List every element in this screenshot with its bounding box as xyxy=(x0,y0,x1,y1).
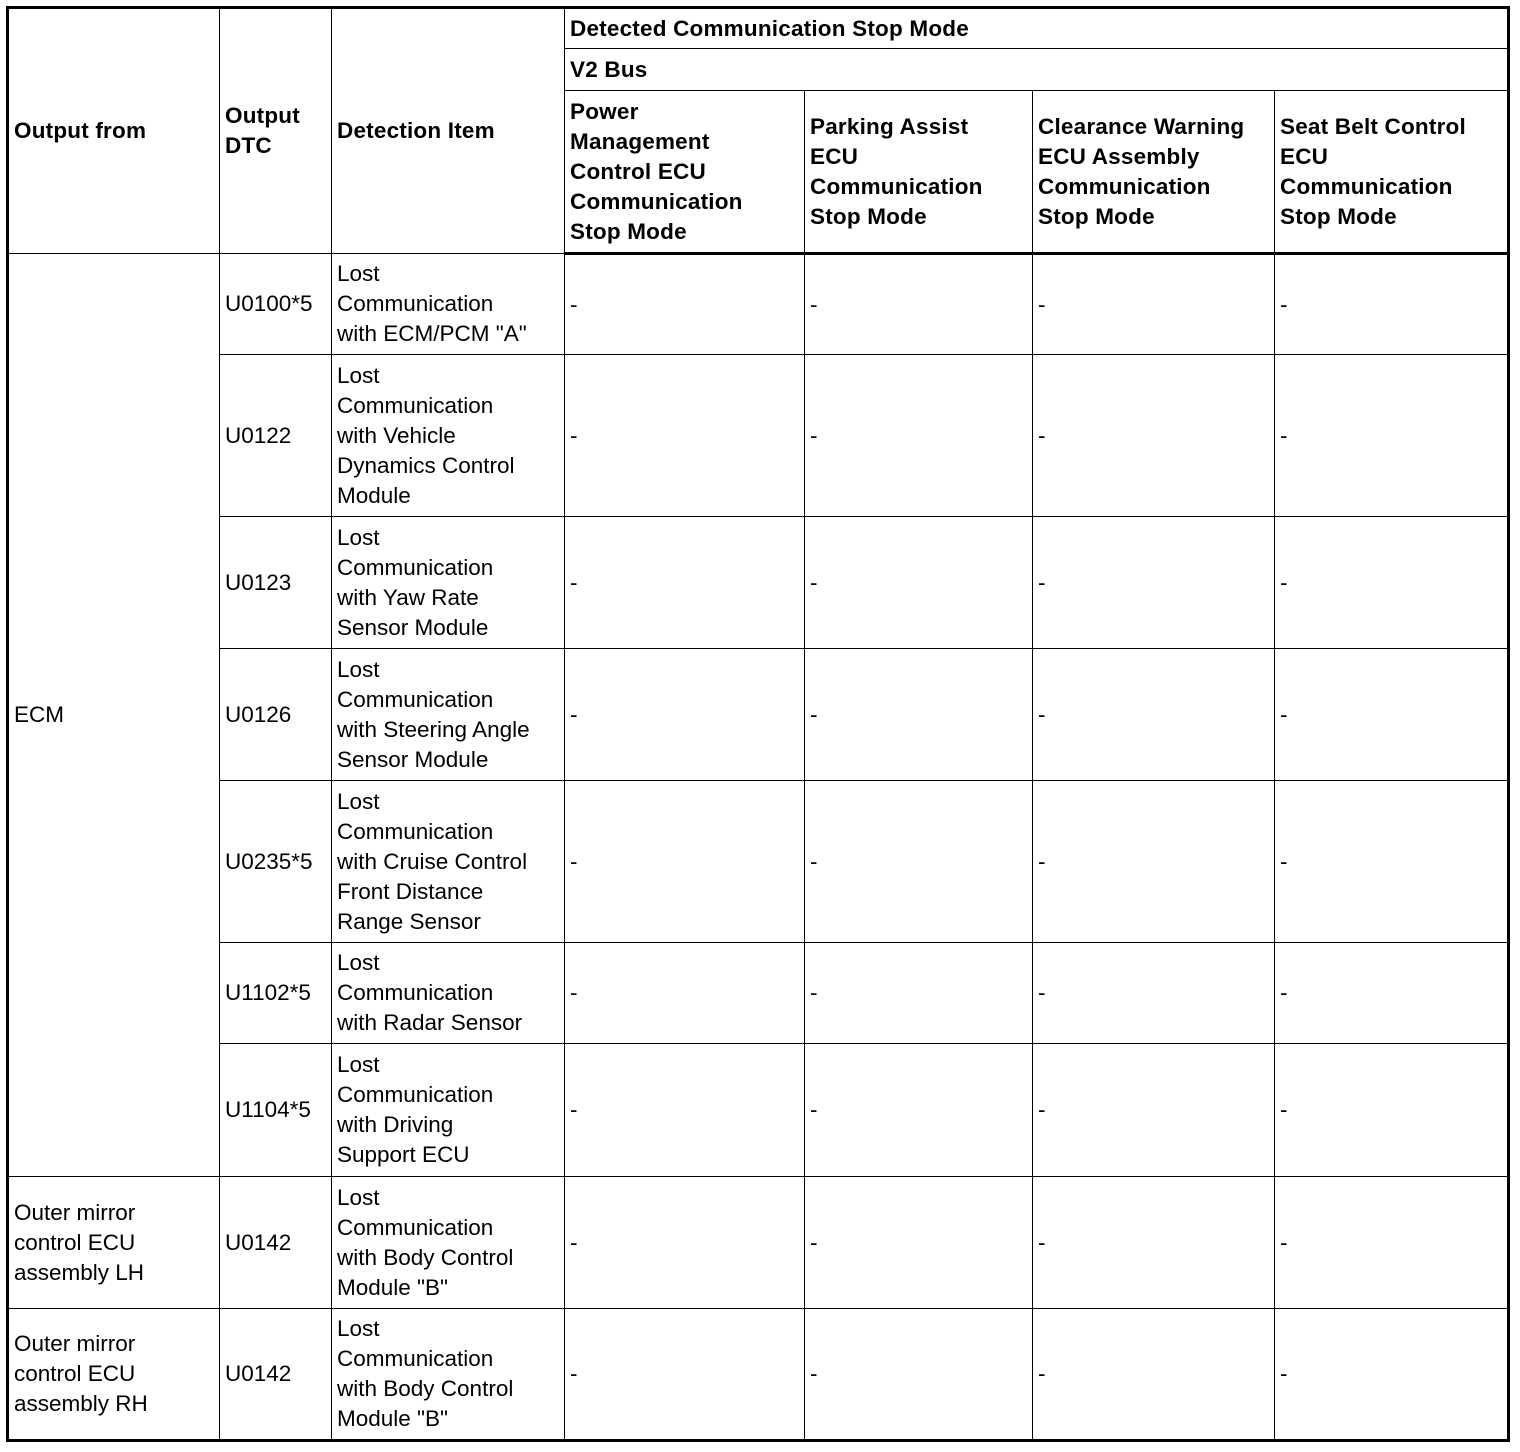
mode-cell-power-management: - xyxy=(565,1177,805,1309)
dtc-cell: U0100*5 xyxy=(220,254,332,355)
mode-cell-power-management: - xyxy=(565,943,805,1044)
mode-cell-seat-belt-control: - xyxy=(1275,517,1509,649)
table-row xyxy=(8,1177,1509,1309)
table-row xyxy=(8,517,1509,649)
mode-cell-power-management: - xyxy=(565,1309,805,1441)
mode-cell-power-management: - xyxy=(565,517,805,649)
mode-cell-seat-belt-control: - xyxy=(1275,254,1509,355)
dtc-cell: U0122 xyxy=(220,355,332,517)
dtc-cell: U1102*5 xyxy=(220,943,332,1044)
mode-cell-power-management: - xyxy=(565,781,805,943)
mode-cell-parking-assist: - xyxy=(805,254,1033,355)
mode-cell-seat-belt-control: - xyxy=(1275,1177,1509,1309)
detection-item-cell: Lost Communication with Driving Support ECU xyxy=(332,1044,565,1177)
detection-item-cell: Lost Communication with Steering Angle Sensor Module xyxy=(332,649,565,781)
mode-cell-seat-belt-control: - xyxy=(1275,355,1509,517)
mode-cell-clearance-warning: - xyxy=(1033,517,1275,649)
mode-cell-clearance-warning: - xyxy=(1033,781,1275,943)
detection-item-cell: Lost Communication with Body Control Module "B" xyxy=(332,1309,565,1441)
table-row xyxy=(8,781,1509,943)
dtc-cell: U0142 xyxy=(220,1177,332,1309)
dtc-cell: U0126 xyxy=(220,649,332,781)
header-mode-power-management: Power Management Control ECU Communication Stop Mode xyxy=(565,91,805,254)
mode-cell-seat-belt-control: - xyxy=(1275,649,1509,781)
mode-cell-power-management: - xyxy=(565,355,805,517)
dtc-cell: U1104*5 xyxy=(220,1044,332,1177)
mode-cell-parking-assist: - xyxy=(805,943,1033,1044)
table-row xyxy=(8,254,1509,355)
header-row-group xyxy=(8,8,1509,49)
mode-cell-clearance-warning: - xyxy=(1033,1309,1275,1441)
mode-cell-power-management: - xyxy=(565,649,805,781)
mode-cell-clearance-warning: - xyxy=(1033,1044,1275,1177)
dtc-cell: U0142 xyxy=(220,1309,332,1441)
mode-cell-clearance-warning: - xyxy=(1033,943,1275,1044)
mode-cell-parking-assist: - xyxy=(805,355,1033,517)
output-from-cell: ECM xyxy=(8,254,220,1177)
output-from-cell: Outer mirror control ECU assembly RH xyxy=(8,1309,220,1441)
mode-cell-parking-assist: - xyxy=(805,781,1033,943)
mode-cell-seat-belt-control: - xyxy=(1275,781,1509,943)
mode-cell-parking-assist: - xyxy=(805,1177,1033,1309)
header-detected-stop-mode: Detected Communication Stop Mode xyxy=(565,8,1509,49)
detection-item-cell: Lost Communication with Yaw Rate Sensor Module xyxy=(332,517,565,649)
mode-cell-power-management: - xyxy=(565,254,805,355)
header-mode-seat-belt-control: Seat Belt Control ECU Communication Stop Mode xyxy=(1275,91,1509,254)
dtc-cell: U0123 xyxy=(220,517,332,649)
header-mode-clearance-warning: Clearance Warning ECU Assembly Communication Stop Mode xyxy=(1033,91,1275,254)
detection-item-cell: Lost Communication with Vehicle Dynamics Control Module xyxy=(332,355,565,517)
dtc-table-sheet xyxy=(6,6,1510,1442)
header-mode-parking-assist: Parking Assist ECU Communication Stop Mode xyxy=(805,91,1033,254)
table-row xyxy=(8,943,1509,1044)
header-output-from: Output from xyxy=(8,8,220,254)
mode-cell-parking-assist: - xyxy=(805,1309,1033,1441)
mode-cell-clearance-warning: - xyxy=(1033,1177,1275,1309)
table-row xyxy=(8,355,1509,517)
table-row xyxy=(8,1309,1509,1441)
dtc-communication-stop-table xyxy=(6,6,1510,1442)
detection-item-cell: Lost Communication with ECM/PCM "A" xyxy=(332,254,565,355)
header-v2-bus: V2 Bus xyxy=(565,49,1509,91)
header-detection-item: Detection Item xyxy=(332,8,565,254)
mode-cell-clearance-warning: - xyxy=(1033,254,1275,355)
mode-cell-seat-belt-control: - xyxy=(1275,1309,1509,1441)
mode-cell-power-management: - xyxy=(565,1044,805,1177)
mode-cell-clearance-warning: - xyxy=(1033,355,1275,517)
mode-cell-parking-assist: - xyxy=(805,517,1033,649)
header-output-dtc: Output DTC xyxy=(220,8,332,254)
table-row xyxy=(8,1044,1509,1177)
mode-cell-seat-belt-control: - xyxy=(1275,1044,1509,1177)
detection-item-cell: Lost Communication with Cruise Control Front Distance Range Sensor xyxy=(332,781,565,943)
mode-cell-clearance-warning: - xyxy=(1033,649,1275,781)
dtc-cell: U0235*5 xyxy=(220,781,332,943)
detection-item-cell: Lost Communication with Body Control Module "B" xyxy=(332,1177,565,1309)
mode-cell-parking-assist: - xyxy=(805,1044,1033,1177)
mode-cell-parking-assist: - xyxy=(805,649,1033,781)
mode-cell-seat-belt-control: - xyxy=(1275,943,1509,1044)
detection-item-cell: Lost Communication with Radar Sensor xyxy=(332,943,565,1044)
output-from-cell: Outer mirror control ECU assembly LH xyxy=(8,1177,220,1309)
table-row xyxy=(8,649,1509,781)
